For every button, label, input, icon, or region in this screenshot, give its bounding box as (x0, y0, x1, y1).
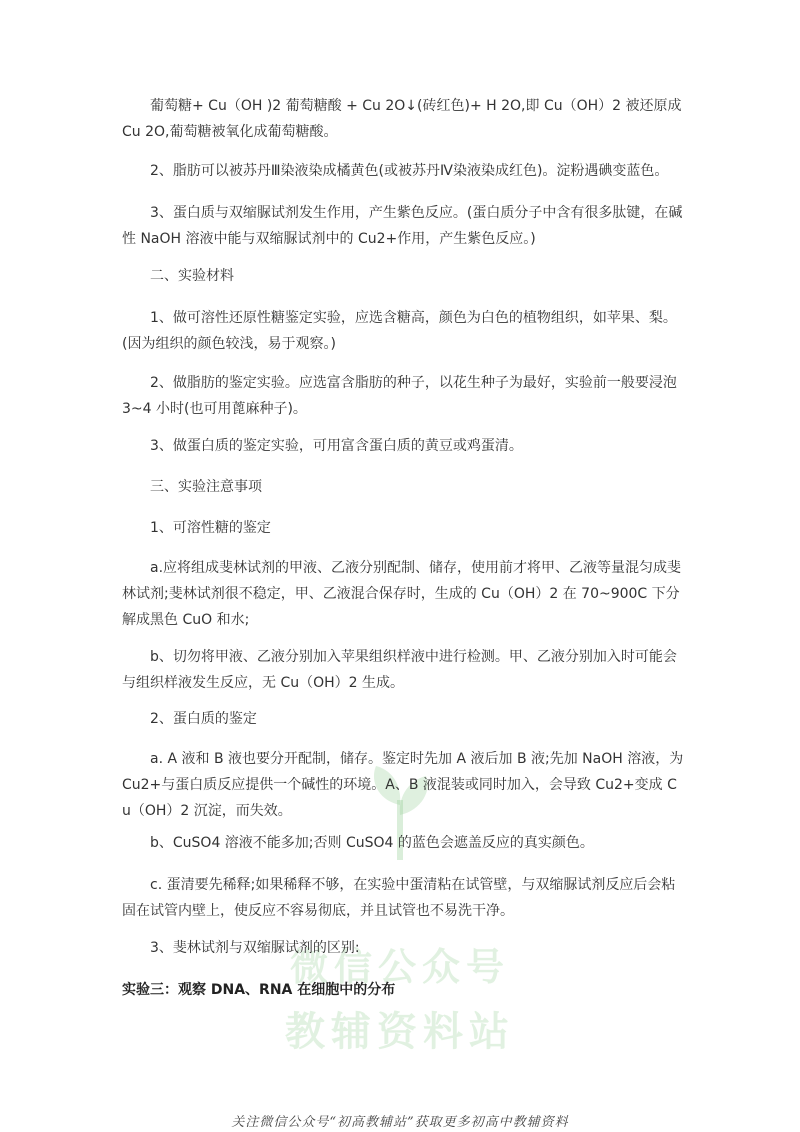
paragraph-note-c-protein: c. 蛋清要先稀释;如果稀释不够，在实验中蛋清粘在试管壁，与双缩脲试剂反应后会粘固在试管内壁上，使反应不容易彻底，并且试管也不易洗干净。 (122, 877, 676, 919)
paragraph-note-a-protein: a. A 液和 B 液也要分开配制，储存。鉴定时先加 A 液后加 B 液;先加 NaOH 溶液，为 Cu2+与蛋白质反应提供一个碱性的环境。A、B 液混装或同时加入，会导致 Cu2+变成 Cu（OH）2 沉淀，而失效。 (122, 751, 684, 819)
paragraph-material-fat: 2、做脂肪的鉴定实验。应选富含脂肪的种子，以花生种子为最好，实验前一般要浸泡3~4 小时(也可用蓖麻种子)。 (122, 375, 677, 417)
heading-materials: 二、实验材料 (150, 268, 234, 284)
paragraph-material-protein: 3、做蛋白质的鉴定实验，可用富含蛋白质的黄豆或鸡蛋清。 (150, 438, 523, 454)
watermark-line1: 微信公众号 (289, 945, 510, 989)
paragraph-glucose-reaction: 葡萄糖+ Cu（OH )2 葡萄糖酸 + Cu 2O↓(砖红色)+ H 2O,即 Cu（OH）2 被还原成 Cu 2O,葡萄糖被氧化成葡萄糖酸。 (122, 98, 682, 140)
paragraph-fat-staining: 2、脂肪可以被苏丹Ⅲ染液染成橘黄色(或被苏丹Ⅳ染液染成红色)。淀粉遇碘变蓝色。 (150, 163, 669, 179)
heading-notes: 三、实验注意事项 (150, 479, 262, 495)
paragraph-note-a-sugar: a.应将组成斐林试剂的甲液、乙液分别配制、储存，使用前才将甲、乙液等量混匀成斐林试剂;斐林试剂很不稳定，甲、乙液混合保存时，生成的 Cu（OH）2 在 70~900C 下分解成黑色 CuO 和水; (122, 560, 682, 628)
watermark-line2: 教辅资料站 (285, 1009, 515, 1055)
paragraph-protein-reaction: 3、蛋白质与双缩脲试剂发生作用，产生紫色反应。(蛋白质分子中含有很多肽键，在碱性 NaOH 溶液中能与双缩脲试剂中的 Cu2+作用，产生紫色反应。) (122, 205, 683, 247)
subheading-reagent-difference: 3、斐林试剂与双缩脲试剂的区别: (150, 940, 360, 956)
footer-note: 关注微信公众号“初高教辅站”获取更多初高中教辅资料 (231, 1115, 569, 1130)
paragraph-note-b-sugar: b、切勿将甲液、乙液分别加入苹果组织样液中进行检测。甲、乙液分别加入时可能会与组织样液发生反应，无 Cu（OH）2 生成。 (122, 649, 677, 691)
subheading-sugar-test: 1、可溶性糖的鉴定 (150, 520, 271, 536)
paragraph-note-b-protein: b、CuSO4 溶液不能多加;否则 CuSO4 的蓝色会遮盖反应的真实颜色。 (150, 835, 594, 851)
paragraph-material-sugar: 1、做可溶性还原性糖鉴定实验，应选含糖高，颜色为白色的植物组织，如苹果、梨。(因为组织的颜色较浅，易于观察。) (122, 310, 677, 352)
heading-experiment-3: 实验三：观察 DNA、RNA 在细胞中的分布 (122, 982, 396, 998)
subheading-protein-test: 2、蛋白质的鉴定 (150, 711, 257, 727)
